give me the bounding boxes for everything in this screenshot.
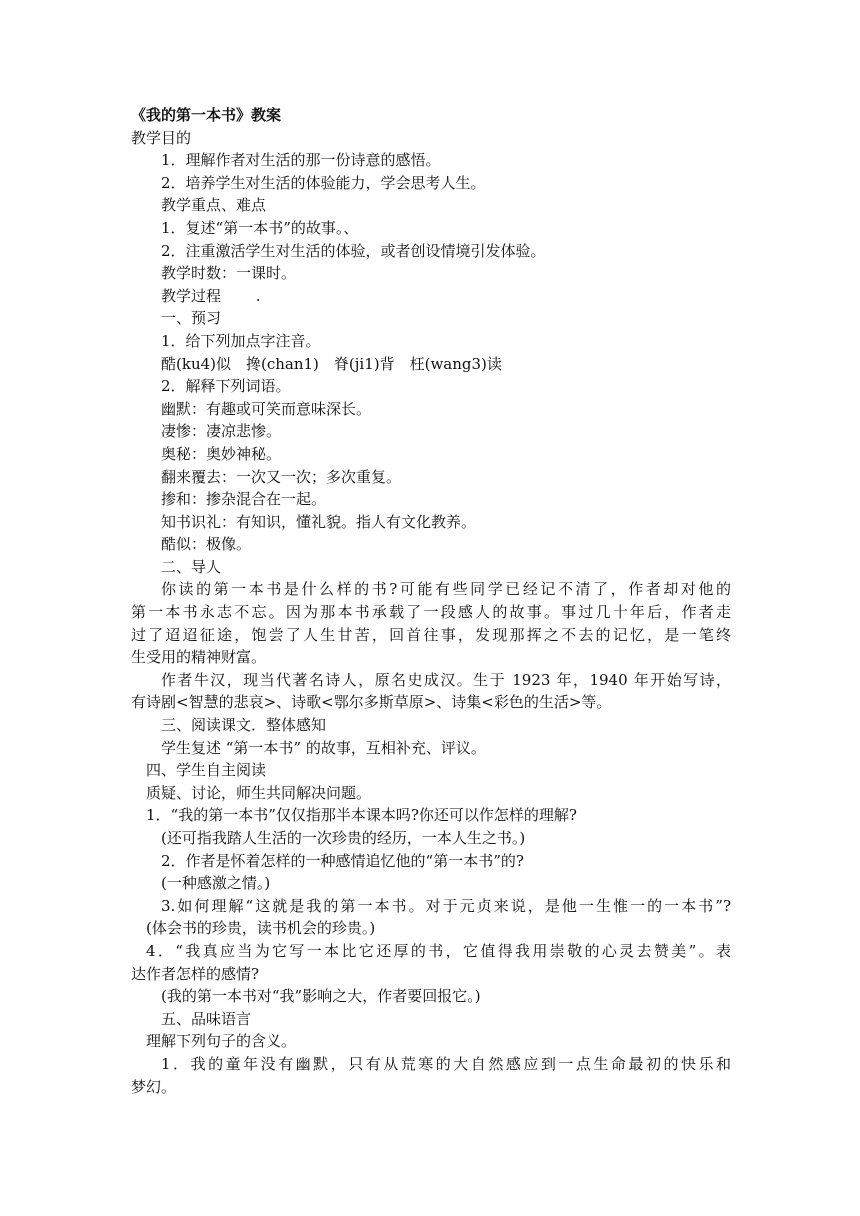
text-line: 学生复述 “第一本书” 的故事，互相补充、评议。 bbox=[161, 738, 486, 757]
text-line: 教学时数：一课时。 bbox=[161, 264, 297, 283]
text-line: 酷(ku4)似 搀(chan1) 脊(ji1)背 枉(wang3)读 bbox=[161, 354, 502, 373]
text-line: 三、阅读课文．整体感知 bbox=[161, 716, 327, 735]
text-line: 五、品味语言 bbox=[161, 1009, 252, 1028]
text-line: 2．注重激活学生对生活的体验，或者创设情境引发体验。 bbox=[161, 241, 546, 260]
text-line: 2．作者是怀着怎样的一种感情追忆他的“第一本书”的? bbox=[161, 851, 524, 870]
text-line: 3.如何理解“这就是我的第一本书。对于元贞来说，是他一生惟一的一本书”? bbox=[161, 896, 731, 915]
text-line: 生受用的精神财富。 bbox=[131, 648, 267, 667]
document-title: 《我的第一本书》教案 bbox=[131, 106, 282, 124]
text-line: 知书识礼：有知识，懂礼貌。指人有文化教养。 bbox=[161, 512, 477, 531]
document-lines bbox=[131, 127, 731, 1099]
text-line: 教学目的 bbox=[131, 128, 192, 147]
text-line: (体会书的珍贵，读书机会的珍贵。) bbox=[146, 919, 376, 938]
text-line: 奥秘：奥妙神秘。 bbox=[161, 444, 282, 463]
text-line: 梦幻。 bbox=[131, 1077, 177, 1096]
text-line: 1．理解作者对生活的那一份诗意的感悟。 bbox=[161, 151, 441, 170]
text-line: 2．培养学生对生活的体验能力，学会思考人生。 bbox=[161, 173, 486, 192]
text-line: 4．“我真应当为它写一本比它还厚的书，它值得我用崇敬的心灵去赞美”。表 bbox=[146, 941, 731, 960]
text-line: 二、导人 bbox=[161, 557, 222, 576]
text-line: 教学重点、难点 bbox=[161, 196, 267, 215]
text-line: 2．解释下列词语。 bbox=[161, 377, 291, 396]
text-line: (还可指我踏人生活的一次珍贵的经历，一本人生之书。) bbox=[161, 829, 526, 847]
text-line: 作者牛汉，现当代著名诗人，原名史成汉。生于 1923 年，1940 年开始写诗， bbox=[161, 670, 731, 689]
text-line: 掺和：掺杂混合在一起。 bbox=[161, 490, 327, 509]
text-line: 幽默：有趣或可笑而意味深长。 bbox=[161, 399, 372, 418]
text-line: (我的第一本书对“我”影响之大，作者要回报它。) bbox=[161, 987, 481, 1006]
text-line: 达作者怎样的感情? bbox=[131, 964, 260, 983]
text-line: 1．我的童年没有幽默，只有从荒寒的大自然感应到一点生命最初的快乐和 bbox=[161, 1054, 731, 1073]
text-line: 质疑、讨论，师生共同解决问题。 bbox=[146, 783, 372, 802]
text-line: 一、预习 bbox=[161, 309, 222, 328]
document-body bbox=[131, 104, 731, 1098]
text-line: 凄惨：凄凉悲惨。 bbox=[161, 422, 282, 441]
text-line: 理解下列句子的含义。 bbox=[146, 1032, 297, 1051]
text-line: 四、学生自主阅读 bbox=[146, 761, 267, 780]
text-line: 翻来覆去：一次又一次；多次重复。 bbox=[161, 467, 402, 486]
text-line: 1．给下列加点字注音。 bbox=[161, 331, 321, 350]
text-line: 酷似：极像。 bbox=[161, 535, 252, 554]
text-line: 教学过程 . bbox=[161, 286, 261, 305]
text-line: (一种感激之情。) bbox=[161, 874, 271, 893]
text-line: 1．复述“第一本书”的故事。、 bbox=[161, 218, 359, 237]
text-line: 过了迢迢征途，饱尝了人生甘苦，回首往事，发现那挥之不去的记忆，是一笔终 bbox=[131, 625, 731, 644]
text-line: 有诗剧<智慧的悲哀>、诗歌<鄂尔多斯草原>、诗集<彩色的生活>等。 bbox=[131, 693, 612, 712]
text-line: 1．“我的第一本书”仅仅指那半本课本吗?你还可以作怎样的理解? bbox=[146, 806, 577, 825]
text-line: 你读的第一本书是什么样的书?可能有些同学已经记不清了，作者却对他的 bbox=[161, 580, 731, 599]
text-line: 第一本书永志不忘。因为那本书承载了一段感人的故事。事过几十年后，作者走 bbox=[131, 603, 731, 622]
